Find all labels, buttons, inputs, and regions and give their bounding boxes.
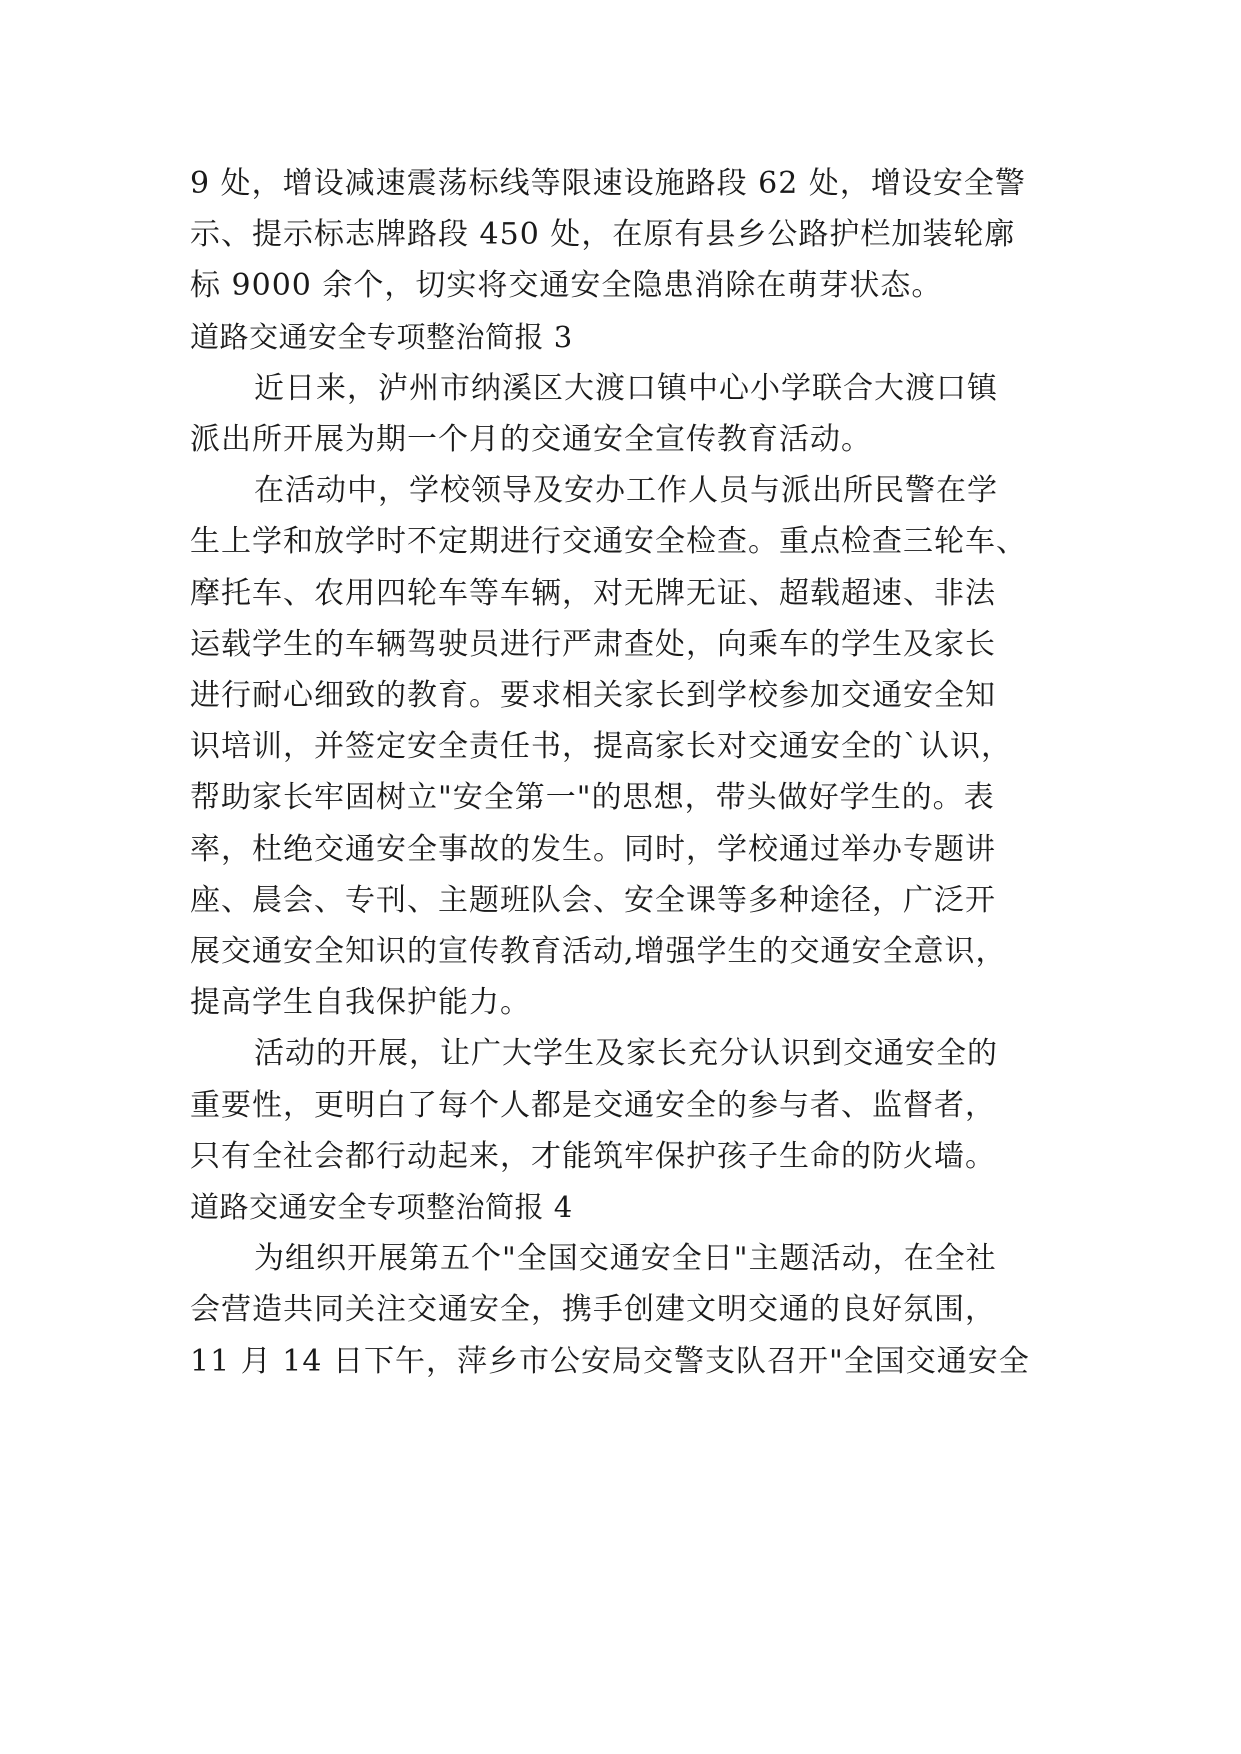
text-line: 提高学生自我保护能力。	[190, 985, 531, 1021]
paragraph-start: 近日来，泸州市纳溪区大渡口镇中心小学联合大渡口镇	[254, 370, 998, 406]
text-line: 帮助家长牢固树立"安全第一"的思想，带头做好学生的。表	[190, 780, 995, 816]
text-line: 座、晨会、专刊、主题班队会、安全课等多种途径，广泛开	[190, 882, 996, 918]
text-line: 摩托车、农用四轮车等车辆，对无牌无证、超载超速、非法	[190, 575, 996, 611]
text-line: 只有全社会都行动起来，才能筑牢保护孩子生命的防火墙。	[190, 1138, 996, 1174]
text-line: 示、提示标志牌路段 450 处，在原有县乡公路护栏加装轮廓	[190, 217, 1016, 253]
paragraph-start: 活动的开展，让广大学生及家长充分认识到交通安全的	[254, 1036, 998, 1072]
text-line: 率，杜绝交通安全事故的发生。同时，学校通过举办专题讲	[190, 831, 996, 867]
text-line: 展交通安全知识的宣传教育活动,增强学生的交通安全意识，	[190, 934, 1007, 970]
text-line: 会营造共同关注交通安全，携手创建文明交通的良好氛围，	[190, 1292, 996, 1328]
text-line: 运载学生的车辆驾驶员进行严肃查处，向乘车的学生及家长	[190, 626, 996, 662]
text-line: 识培训，并签定安全责任书，提高家长对交通安全的`认识，	[190, 729, 1012, 765]
text-line: 标 9000 余个，切实将交通安全隐患消除在萌芽状态。	[190, 268, 943, 304]
text-line: 重要性，更明白了每个人都是交通安全的参与者、监督者，	[190, 1087, 996, 1123]
text-line: 11 月 14 日下午，萍乡市公安局交警支队召开"全国交通安全	[190, 1343, 1030, 1379]
text-line: 9 处，增设减速震荡标线等限速设施路段 62 处，增设安全警	[190, 166, 1026, 201]
text-line: 进行耐心细致的教育。要求相关家长到学校参加交通安全知	[190, 678, 996, 714]
text-line: 派出所开展为期一个月的交通安全宣传教育活动。	[190, 422, 872, 458]
paragraph-start: 在活动中，学校领导及安办工作人员与派出所民警在学	[254, 473, 998, 509]
section-heading-4: 道路交通安全专项整治简报 4	[190, 1190, 573, 1225]
text-line: 生上学和放学时不定期进行交通安全检查。重点检查三轮车、	[190, 524, 1027, 560]
section-heading-3: 道路交通安全专项整治简报 3	[190, 319, 573, 354]
document-body	[190, 158, 1070, 1387]
paragraph-start: 为组织开展第五个"全国交通安全日"主题活动，在全社	[254, 1241, 997, 1277]
